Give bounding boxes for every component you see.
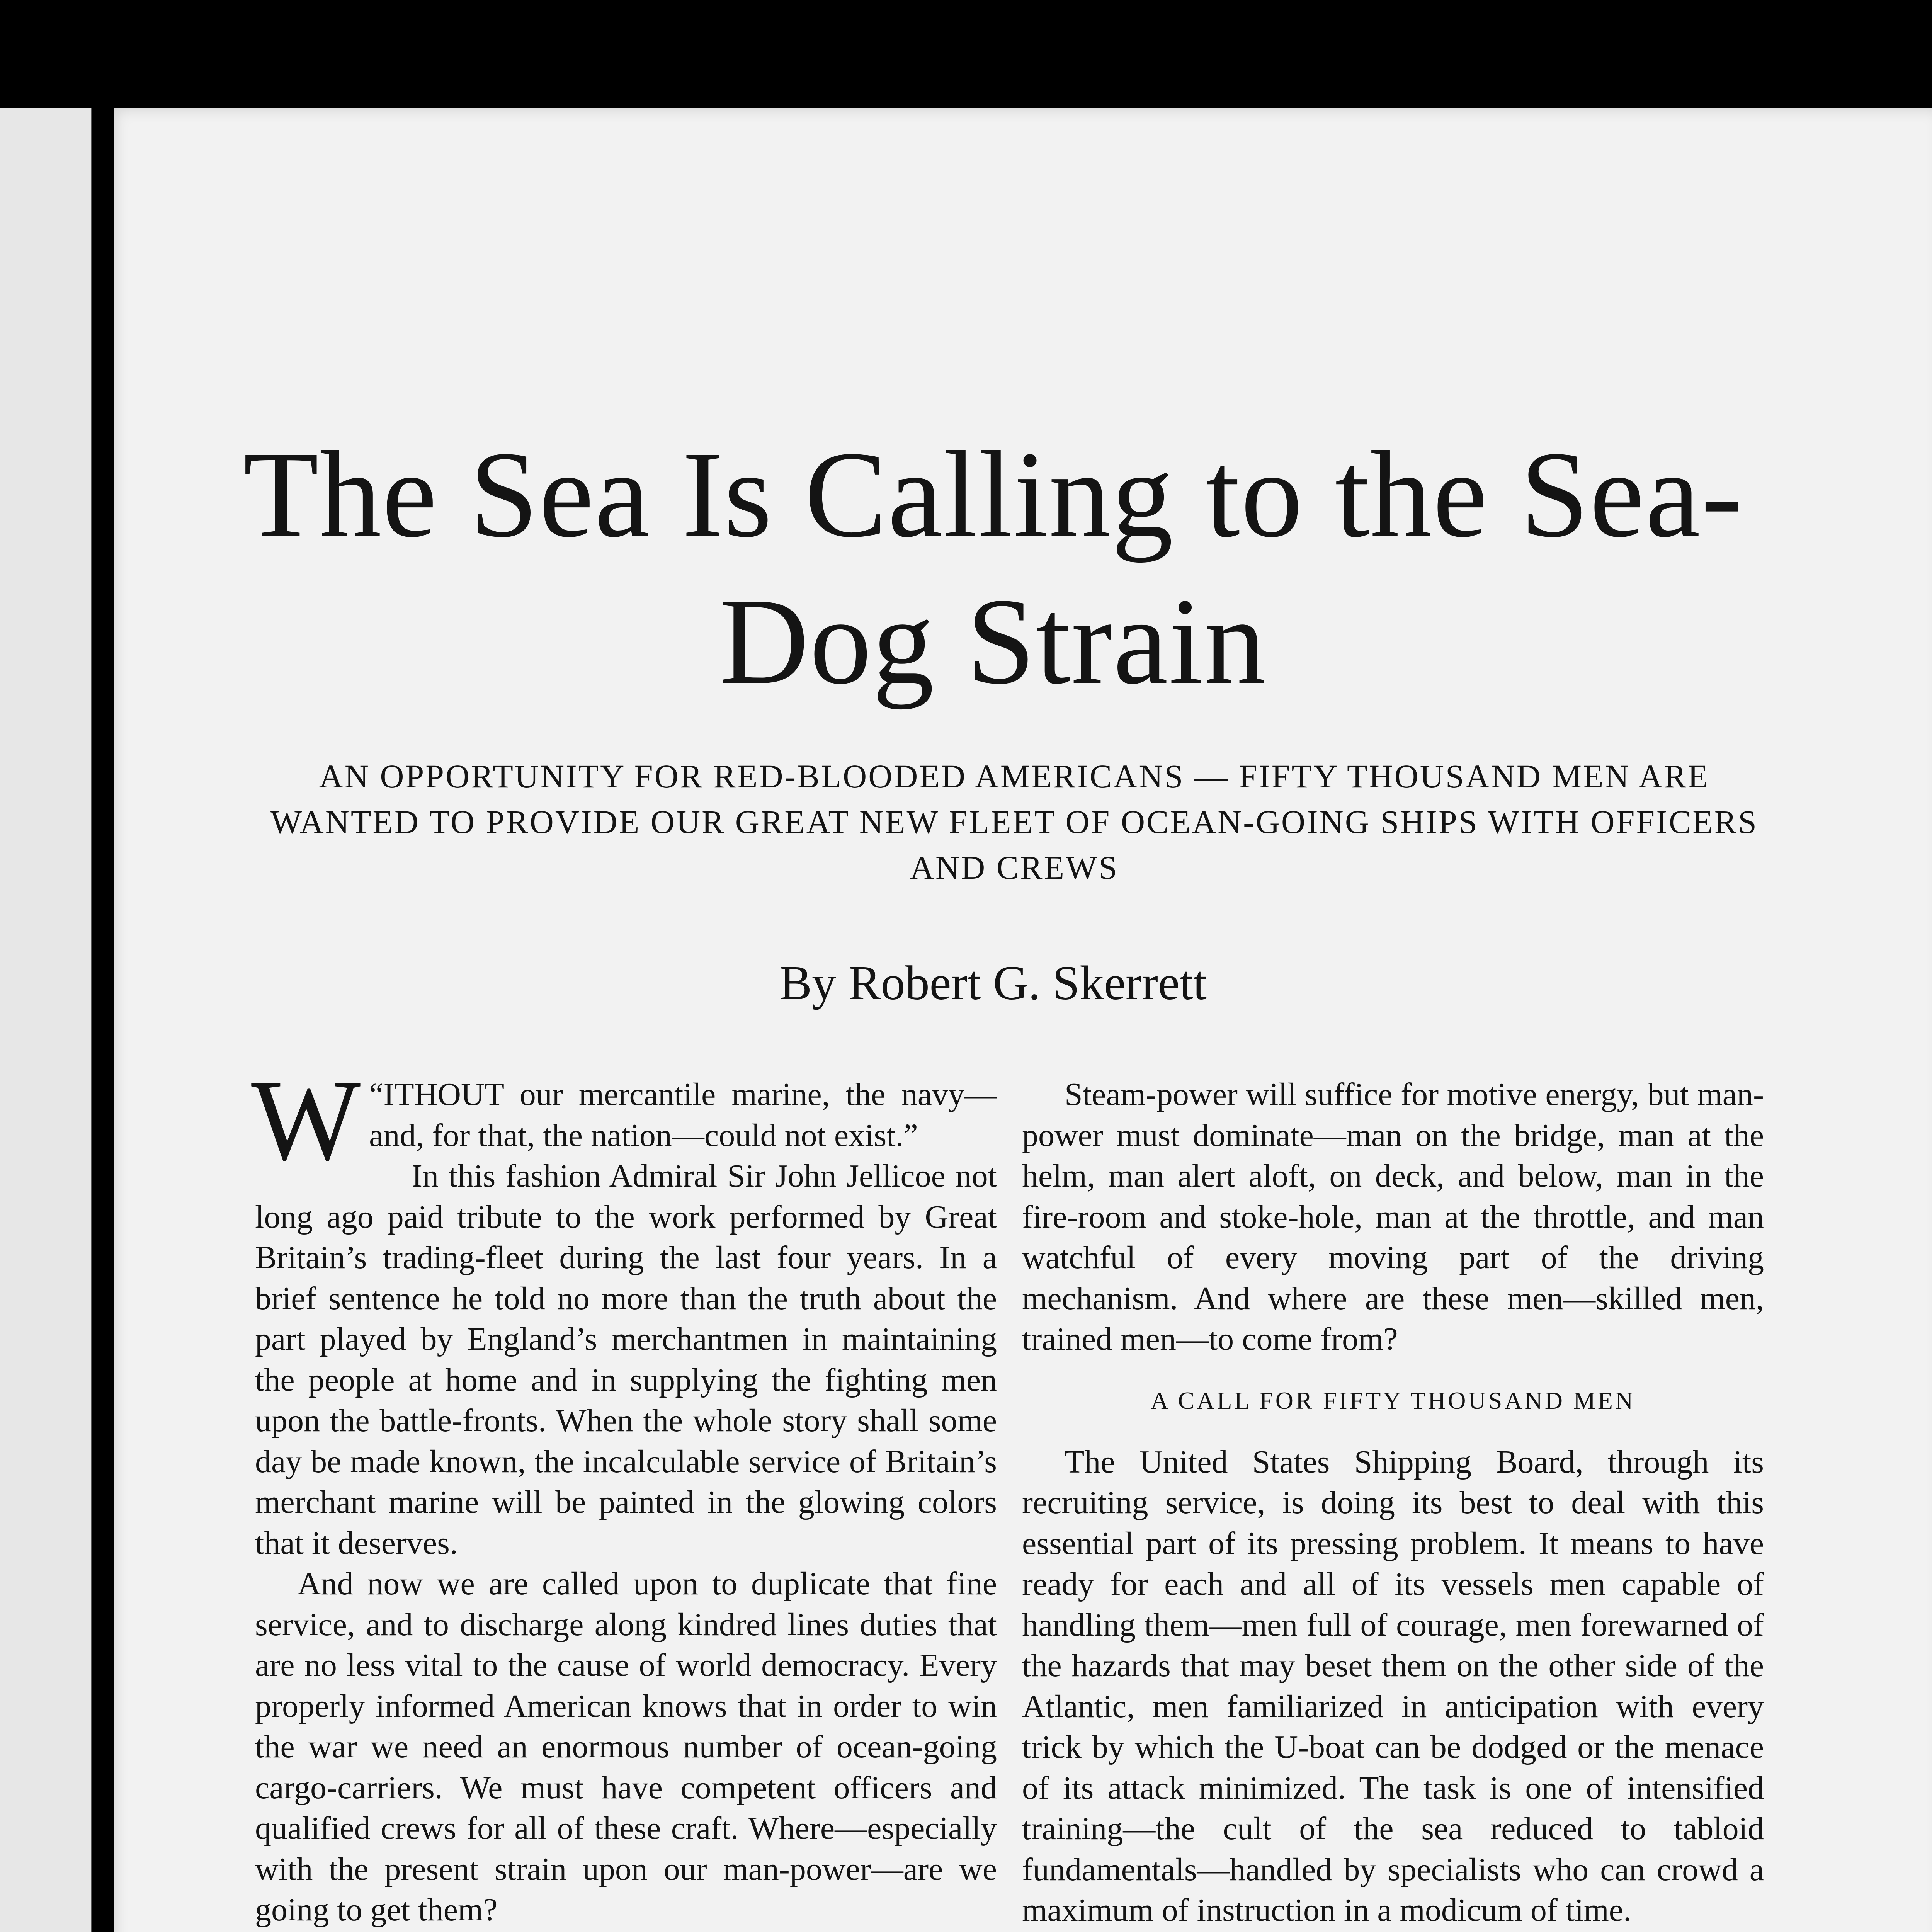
body-paragraph: Steam-power will suffice for motive energy, but man-power must dominate—man on the bridge, man at the helm, man alert aloft, on deck, and below, man in the fire-room and stoke-hole, man at the throttle, and man watchful of every moving part of the driving mechanism. And where are these men—skilled men, trained men—to come from?	[1022, 1077, 1764, 1357]
body-paragraph	[255, 1930, 997, 1932]
article-subtitle: AN OPPORTUNITY FOR RED-BLOODED AMERICANS — FIFTY THOUSAND MEN ARE WANTED TO PROVIDE OUR GREAT NEW FLEET OF OCEAN-GOING SHIPS WITH OFFICERS AND CREWS	[270, 758, 1758, 886]
drop-cap: W	[251, 1056, 361, 1184]
article-byline: By Robert G. Skerrett	[779, 956, 1207, 1010]
right-column	[1022, 1074, 1764, 1932]
body-paragraph: In this fashion Admiral Sir John Jellicoe not long ago paid tribute to the work performed by Great Britain’s trading-fleet during the last four years. In a brief sentence he told no more than the truth about the part played by England’s merchantmen in maintaining the people at home and in supplying the fighting men upon the battle-fronts. When the whole story shall some day be made known, the incalculable service of Britain’s merchant marine will be painted in the glowing colors that it deserves.	[255, 1158, 997, 1561]
section-heading: A CALL FOR FIFTY THOUSAND MEN	[1150, 1386, 1636, 1414]
facing-page-edge	[0, 108, 92, 1932]
opening-text: ITHOUT our mercantile marine, the navy—and, for that, the nation—could not exist.”	[369, 1077, 997, 1153]
opening-quote-mark: “	[369, 1077, 384, 1112]
article-title: The Sea Is Calling to the Sea-Dog Strain	[243, 426, 1743, 710]
left-column	[251, 1056, 997, 1932]
body-paragraph	[1022, 1931, 1764, 1932]
body-paragraph: And now we are called upon to duplicate that fine service, and to discharge along kindred lines duties that are no less vital to the cause of world democracy. Every properly informed American knows that in order to win the war we need an enormous number of ocean-going cargo-carriers. We must have competent officers and qualified crews for all of these craft. Where—especially with the present strain upon our man-power—are we going to get them?	[255, 1566, 997, 1928]
opening-paragraph	[251, 1056, 997, 1184]
body-paragraph: The United States Shipping Board, through its recruiting service, is doing its best to deal with this essential part of its pressing problem. It means to have ready for each and all of its vessels men capable of handling them—men full of courage, men forewarned of the hazards that may beset them on the other side of the Atlantic, men familiarized in anticipation with every trick by which the U-boat can be dodged or the menace of its attack minimized. The task is one of intensified training—the cult of the sea reduced to tabloid fundamentals—handled by specialists who can crowd a maximum of instruction in a modicum of time.	[1022, 1444, 1764, 1928]
